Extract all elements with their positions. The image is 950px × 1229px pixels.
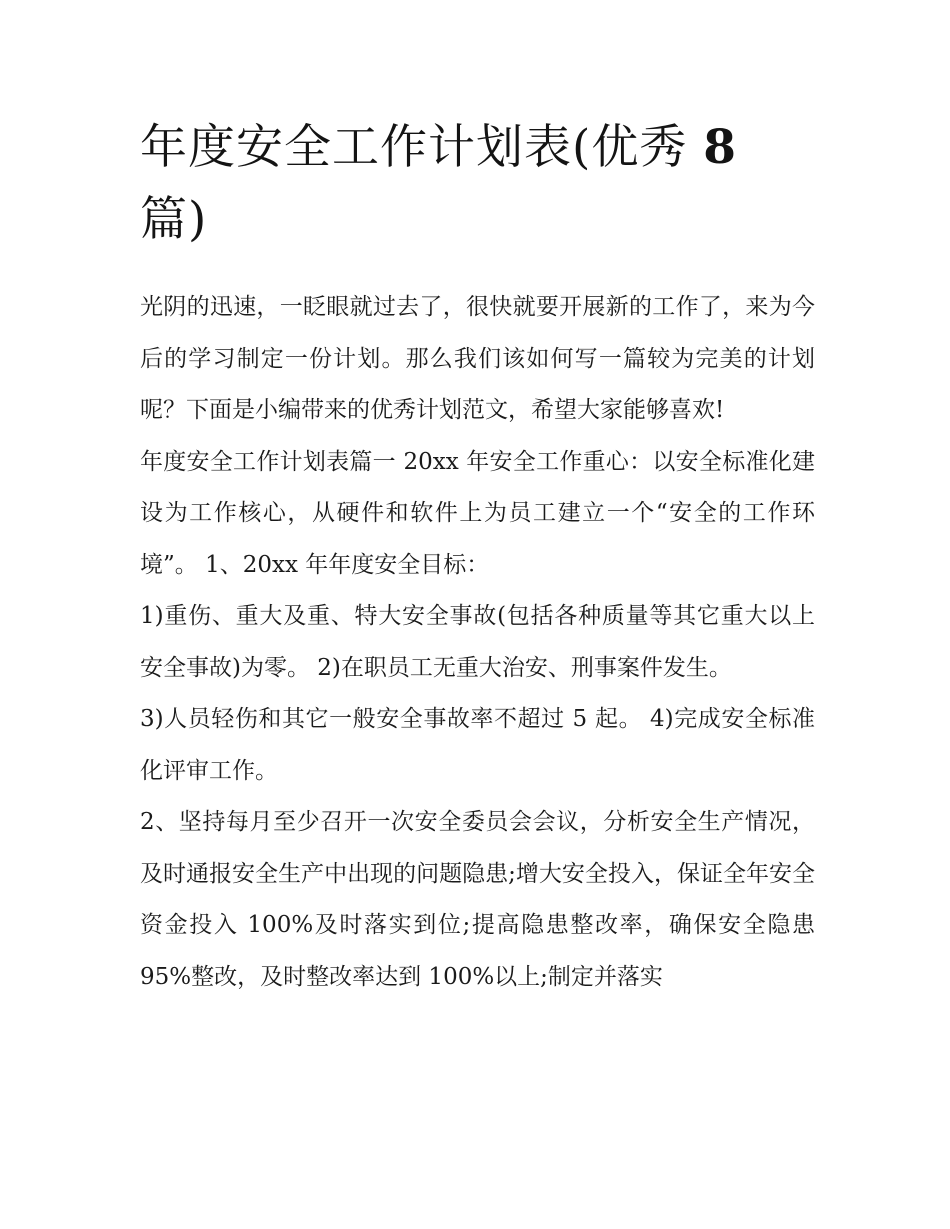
paragraph-section-one: 年度安全工作计划表篇一 20xx 年安全工作重心：以安全标准化建设为工作核心，从硬件和软件上为员工建立一个“安全的工作环境”。 1、20xx 年年度安全目标： bbox=[140, 448, 815, 578]
paragraph-target-1-2: 1)重伤、重大及重、特大安全事故(包括各种质量等其它重大以上安全事故)为零。 2)在职员工无重大治安、刑事案件发生。 bbox=[140, 603, 815, 681]
title-number: 8 bbox=[703, 120, 737, 175]
document-page bbox=[140, 112, 815, 1003]
paragraph-intro: 光阴的迅速，一眨眼就过去了，很快就要开展新的工作了，来为今后的学习制定一份计划。那么我们该如何写一篇较为完美的计划呢？下面是小编带来的优秀计划范文，希望大家能够喜欢! bbox=[140, 294, 815, 423]
paragraph-item-2: 2、坚持每月至少召开一次安全委员会会议，分析安全生产情况，及时通报安全生产中出现的问题隐患;增大安全投入，保证全年安全资金投入 100%及时落实到位;提高隐患整改率，确保安全隐患 95%整改，及时整改率达到 100%以上;制定并落实 bbox=[140, 809, 815, 990]
document-title bbox=[140, 112, 815, 256]
document-body bbox=[140, 282, 815, 1003]
title-text: 年度安全工作计划表(优秀 bbox=[140, 120, 688, 175]
paragraph-target-3-4: 3)人员轻伤和其它一般安全事故率不超过 5 起。 4)完成安全标准化评审工作。 bbox=[140, 706, 815, 784]
title-tail: 篇) bbox=[140, 192, 208, 247]
